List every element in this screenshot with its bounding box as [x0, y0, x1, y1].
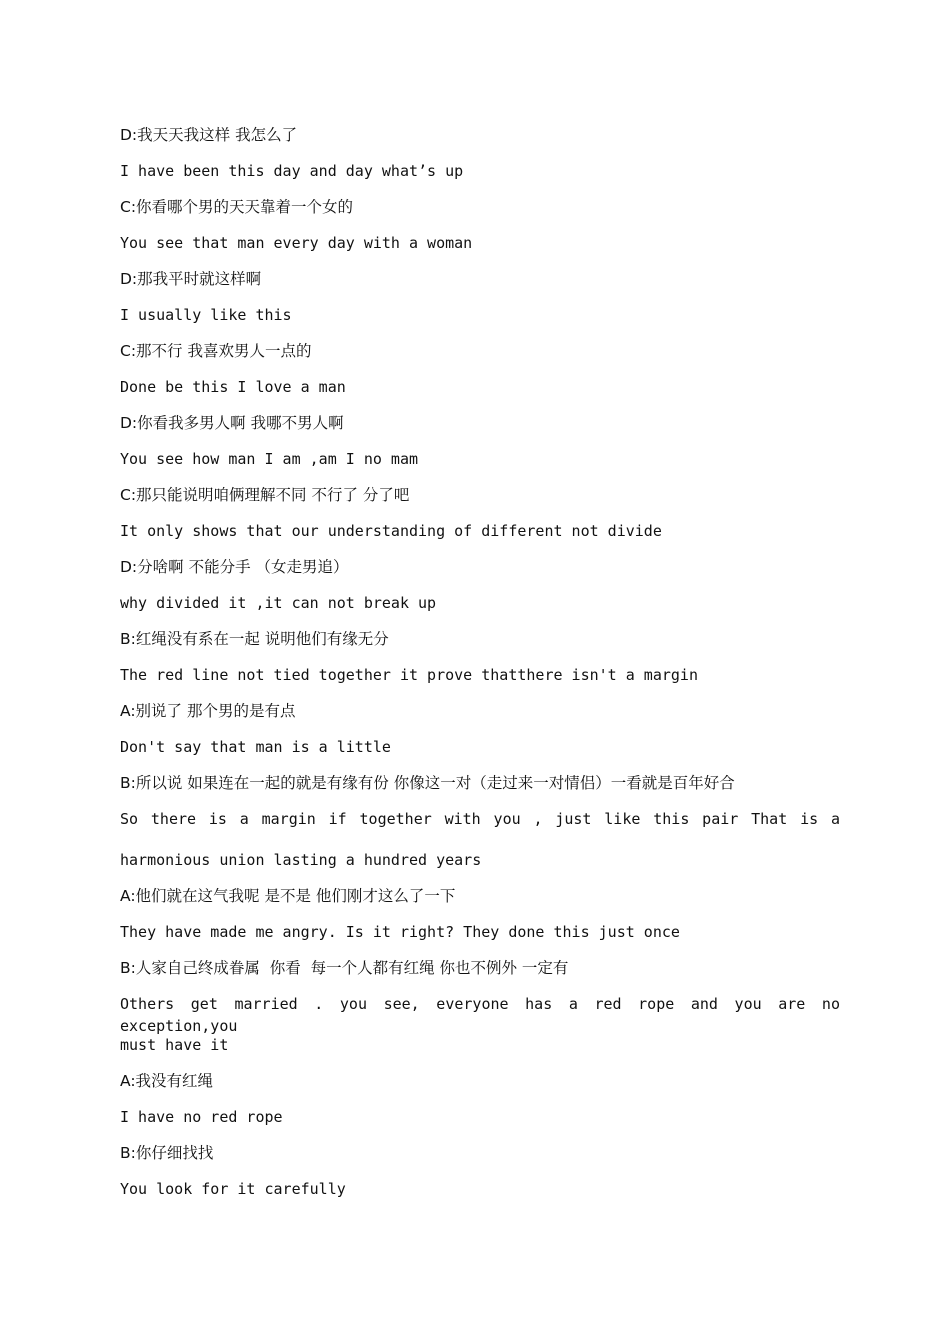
- dialogue-line-en: Done be this I love a man: [120, 378, 346, 396]
- dialogue-line-en: They have made me angry. Is it right? They done this just once: [120, 923, 680, 941]
- dialogue-line-zh: D:分啥啊 不能分手 （女走男追）: [120, 558, 349, 576]
- dialogue-line-en: So there is a margin if together with you , just like this pair That is a: [120, 810, 840, 828]
- dialogue-line-zh: C:那只能说明咱俩理解不同 不行了 分了吧: [120, 486, 410, 504]
- dialogue-line-en: Others get married . you see, everyone has a red rope and you are no exception,you: [120, 995, 840, 1035]
- dialogue-line-zh: B:红绳没有系在一起 说明他们有缘无分: [120, 630, 389, 648]
- dialogue-line-zh: B:你仔细找找: [120, 1144, 214, 1162]
- dialogue-line-en: Don't say that man is a little: [120, 738, 391, 756]
- dialogue-body: [120, 124, 840, 1214]
- dialogue-line-en: You see how man I am ,am I no mam: [120, 450, 419, 468]
- dialogue-line-zh: C:你看哪个男的天天靠着一个女的: [120, 198, 354, 216]
- dialogue-line-en: You see that man every day with a woman: [120, 234, 473, 252]
- dialogue-line-zh: B:所以说 如果连在一起的就是有缘有份 你像这一对（走过来一对情侣）一看就是百年好合: [120, 774, 735, 792]
- dialogue-line-zh: D:那我平时就这样啊: [120, 270, 262, 288]
- dialogue-line-en: harmonious union lasting a hundred years: [120, 851, 482, 869]
- dialogue-line-zh: B:人家自己终成眷属 你看 每一个人都有红绳 你也不例外 一定有: [120, 959, 569, 977]
- dialogue-line-zh: C:那不行 我喜欢男人一点的: [120, 342, 312, 360]
- dialogue-line-zh: A:他们就在这气我呢 是不是 他们刚才这么了一下: [120, 887, 456, 905]
- dialogue-line-en: I have been this day and day what’s up: [120, 162, 464, 180]
- dialogue-line-zh: A:我没有红绳: [120, 1072, 214, 1090]
- dialogue-line-zh: A:别说了 那个男的是有点: [120, 702, 296, 720]
- dialogue-line-en: must have it: [120, 1036, 229, 1054]
- dialogue-line-en: I usually like this: [120, 306, 292, 324]
- dialogue-line-zh: D:你看我多男人啊 我哪不男人啊: [120, 414, 344, 432]
- dialogue-line-en: I have no red rope: [120, 1108, 283, 1126]
- dialogue-line-zh: D:我天天我这样 我怎么了: [120, 126, 298, 144]
- dialogue-line-en: The red line not tied together it prove thatthere isn't a margin: [120, 666, 698, 684]
- dialogue-line-en: It only shows that our understanding of different not divide: [120, 522, 662, 540]
- dialogue-line-en: You look for it carefully: [120, 1180, 346, 1198]
- dialogue-line-en: why divided it ,it can not break up: [120, 594, 437, 612]
